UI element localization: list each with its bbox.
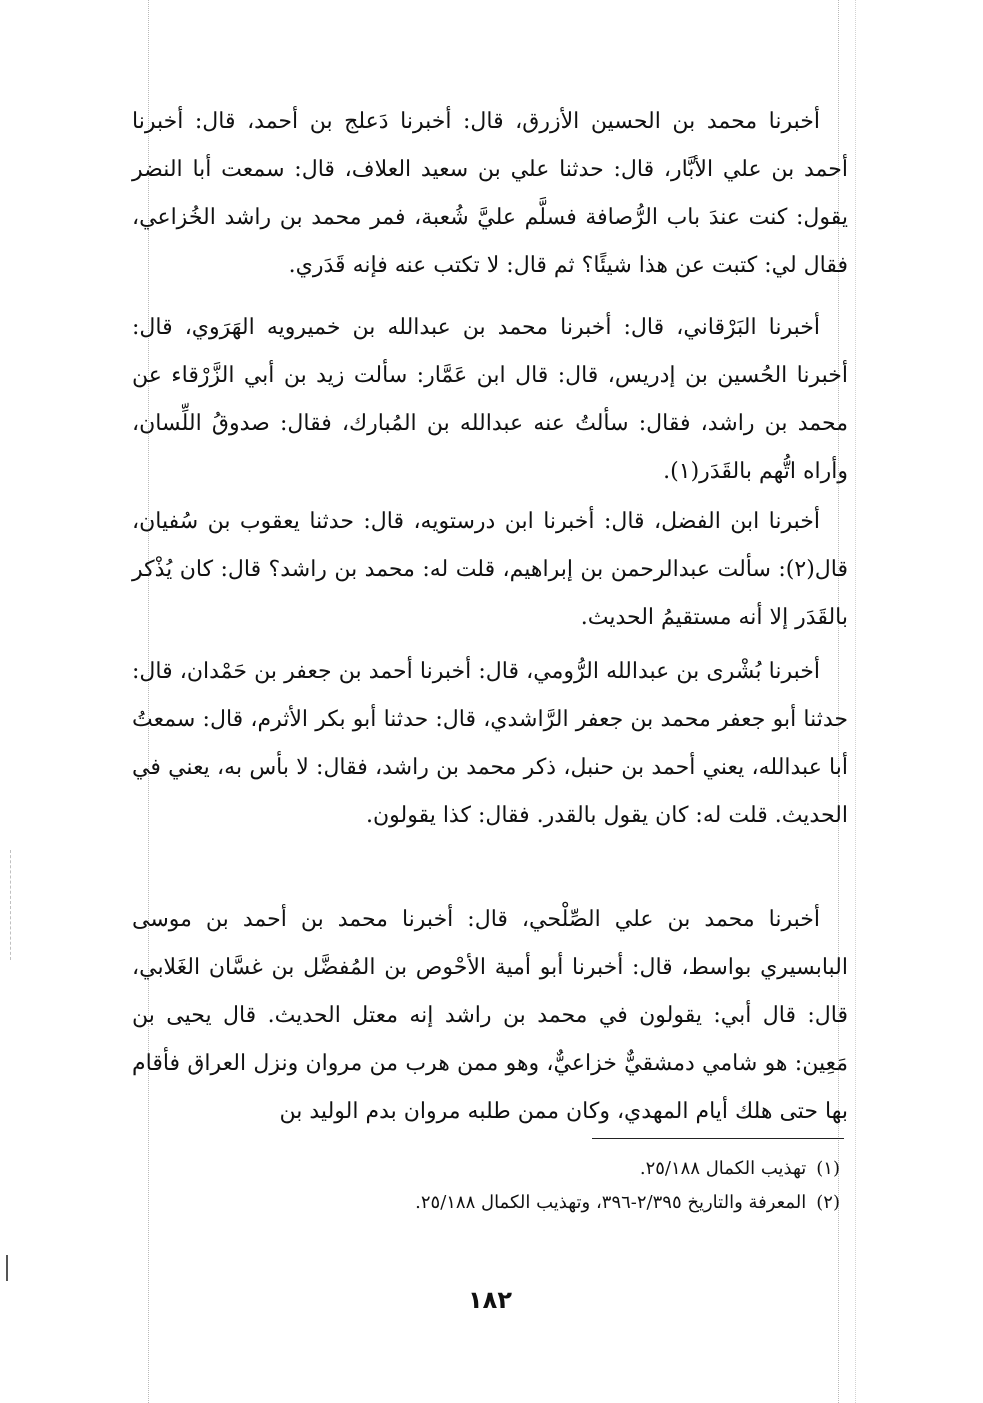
footnote-number: (٢) bbox=[816, 1192, 840, 1213]
footnote-text: المعرفة والتاريخ ٢/٣٩٥-٣٩٦، وتهذيب الكمال ٢٥/١٨٨. bbox=[415, 1192, 807, 1213]
footnote-separator bbox=[592, 1138, 844, 1139]
paragraph: أخبرنا بُشْرى بن عبدالله الرُّومي، قال: أخبرنا أحمد بن جعفر بن حَمْدان، قال: حدثنا أبو جعفر محمد بن جعفر الرَّاشدي، قال: حدثنا أبو بكر الأثرم، قال: سمعتُ أبا عبدالله، يعني أحمد بن حنبل، ذكر محمد بن راشد، فقال: لا بأس به، يعني في الحديث. قلت له: كان يقول بالقدر. فقال: كذا يقولون. bbox=[132, 659, 848, 828]
paragraph: أخبرنا ابن الفضل، قال: أخبرنا ابن درستويه، قال: حدثنا يعقوب بن سُفيان، قال(٢): سألت عبدالرحمن بن إبراهيم، قلت له: محمد بن راشد؟ قال: كان يُذْكر بالقَدَر إلا أنه مستقيمُ الحديث. bbox=[132, 509, 848, 630]
paragraph: أخبرنا البَرْقاني، قال: أخبرنا محمد بن عبدالله بن خميرويه الهَرَوي، قال: أخبرنا الحُسين بن إدريس، قال: قال ابن عَمَّار: سألت زيد بن أبي الزَّرْقاء عن محمد بن راشد، فقال: سألتُ عنه عبدالله بن المُبارك، فقال: صدوقُ اللِّسان، وأراه اتُّهم بالقَدَر(١). bbox=[132, 315, 848, 484]
footnotes bbox=[280, 1152, 840, 1220]
footnote-text: تهذيب الكمال ٢٥/١٨٨. bbox=[639, 1158, 807, 1179]
scan-artifact-line bbox=[855, 0, 856, 1403]
footnote-number: (١) bbox=[816, 1158, 840, 1179]
page-number: ١٨٢ bbox=[468, 1286, 512, 1314]
footnote bbox=[280, 1152, 840, 1186]
paragraph: أخبرنا محمد بن الحسين الأزرق، قال: أخبرنا دَعلج بن أحمد، قال: أخبرنا أحمد بن علي الأبَّار، قال: حدثنا علي بن سعيد العلاف، قال: سمعت أبا النضر يقول: كنت عندَ باب الرُّصافة فسلَّم عليَّ شُعبة، فمر محمد بن راشد الخُزاعي، فقال لي: كتبت عن هذا شيئًا؟ ثم قال: لا تكتب عنه فإنه قَدَري. bbox=[132, 109, 848, 278]
scan-edge-mark bbox=[6, 1255, 8, 1281]
footnote bbox=[280, 1186, 840, 1220]
scan-artifact-line bbox=[10, 850, 11, 960]
paragraph: أخبرنا محمد بن علي الصِّلْحي، قال: أخبرنا محمد بن أحمد بن موسى البابسيري بواسط، قال: أخبرنا أبو أمية الأحْوص بن المُفضَّل بن غسَّان الغَلابي، قال: قال أبي: يقولون في محمد بن راشد إنه معتل الحديث. قال يحيى بن مَعِين: هو شامي دمشقيٌّ خزاعيٌّ، وهو ممن هرب من مروان ونزل العراق فأقام بها حتى هلك أيام المهدي، وكان ممن طلبه مروان بدم الوليد بن bbox=[132, 907, 848, 1124]
